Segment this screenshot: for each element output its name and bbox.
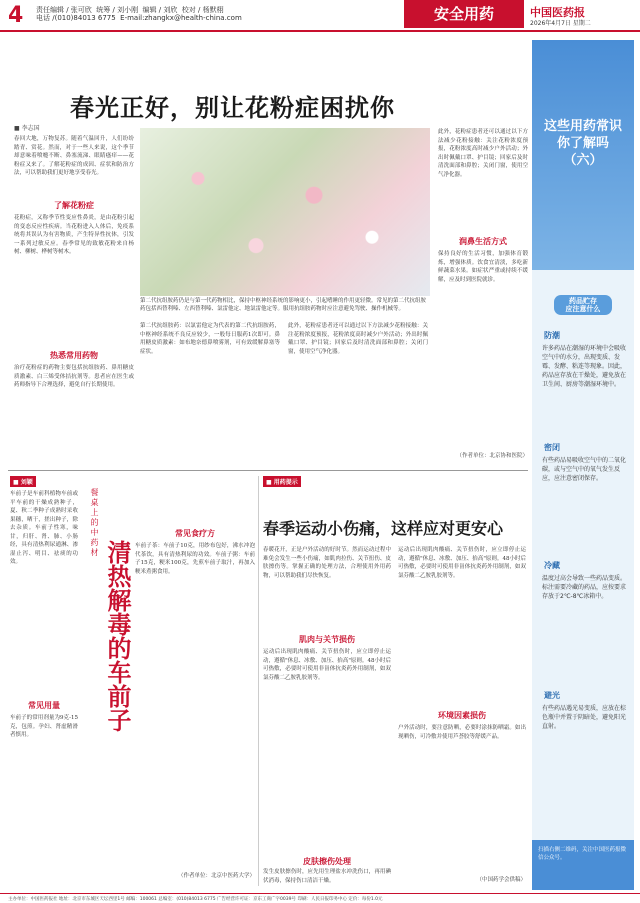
right-sub1: 肌肉与关节损伤 xyxy=(299,634,355,644)
subhead-drugs: 热悉常用药物 xyxy=(50,350,98,360)
column-rule xyxy=(258,476,259,886)
photo-caption: 第二代抗组胺药仍是与第一代药物相比，保持中枢神经系统的影响更小，引起嗜睡的作用更轻微。常见的第二代抗组胺药包括西替利嗪、左西替利嗪、氯雷他定、地氯雷他定等。服用抗组胺药物时应注意避免驾驶、操作机械等。 xyxy=(140,298,427,312)
sidebar-item-title: 避光 xyxy=(544,691,560,700)
right-bottom-col2: 运动后出现肌肉酸痛、关节扭伤时，应立即停止运动，遵循"休息、冰敷、加压、抬高"原则。48小时后可热敷，必要时可使用非甾体抗炎药外用制剂，如双氯芬酸二乙胺乳胶剂等。 xyxy=(398,547,526,579)
main-intro: 春回大地，万物复苏。随着气温回升，人们纷纷踏青、赏花。然而，对于一些人来说，这个季节却意味着喷嚏不断、鼻塞流涕、眼睛瘙痒——花粉症又来了。了解花粉症的成因、症状和防治方法，可以帮助我们更好地享受春光。 xyxy=(14,136,134,176)
right-bottom-tag: ■ 用药提示 xyxy=(263,476,301,487)
right-sub2: 皮肤擦伤处理 xyxy=(303,856,351,866)
subhead-understand-text: 花粉症，又称季节性变应性鼻炎，是由花粉引起的变态反应性疾病。当花粉进入人体后，免疫系统将其误认为有害物质，产生特异性抗体，引发一系列过敏反应。春季常见的致敏花粉来自杨树、柳树、桦树等树木。 xyxy=(14,215,134,255)
section-divider xyxy=(8,470,528,471)
brand-name: 中国医药报 xyxy=(530,6,585,19)
sidebar-title: 这些用药常识 你了解吗 （六） xyxy=(543,119,622,168)
sidebar-item-text: 温度过高会导致一些药品变质。标注需要冷藏的药品，应按要求存放于2℃-8℃冰箱中。 xyxy=(542,575,627,600)
editor-credits: 责任编辑 / 张可欣 统筹 / 刘小刚 编辑 / 刘欣 校对 / 杨默栩 电话 /(010)84013 6775 E-mail:zhangkx@health-china.com xyxy=(36,6,242,22)
subhead-drugs-text: 治疗花粉症的药物主要包括抗组胺药、鼻用糖皮质激素、白三烯受体拮抗剂等。患者应在医生或药师指导下合理选择，避免自行长期使用。 xyxy=(14,365,134,388)
page-footer: 主办单位：中国医药报社 地址：北京市东城区天坛西里1号 邮编：100061 总编室：(010)84013 6775 广告经营许可证：京东工商广字0039号 印刷：人民日报印务中心 定价：每份1.0元 xyxy=(0,893,640,903)
section-title: 安全用药 xyxy=(404,0,524,28)
left-bottom-note-head: 常见用量 xyxy=(28,700,60,710)
left-bottom-subhead: 常见食疗方 xyxy=(175,528,215,538)
sidebar-item-text: 有些药品易吸收空气中的二氧化碳，或与空气中的氧气发生反应，应注意密闭保存。 xyxy=(542,457,627,482)
main-byline: （作者单位：北京协和医院） xyxy=(456,453,528,459)
right-sub1-text: 运动后出现肌肉酸痛、关节扭伤时，应立即停止运动，遵循"休息、冰敷、加压、抬高"原则。48小时后可热敷，必要时可使用非甾体抗炎药外用制剂，如双氯芬酸二乙胺乳胶剂等。 xyxy=(263,649,391,681)
subhead-lifestyle: 润鼻生活方式 xyxy=(459,236,507,246)
page-number: 4 xyxy=(8,3,24,28)
right-sub3: 环境因素损伤 xyxy=(438,710,486,720)
article-photo xyxy=(140,128,430,296)
sidebar xyxy=(532,40,634,890)
left-bottom-byline: （作者单位：北京中医药大学） xyxy=(177,873,255,879)
flower-image xyxy=(140,128,430,296)
sidebar-item-title: 密闭 xyxy=(544,443,560,452)
sidebar-item-text: 有些药品遇光易变质，应放在棕色瓶中并置于阴暗处，避免阳光直射。 xyxy=(542,705,627,730)
subhead-lifestyle-text: 保持良好的生活习惯，加强体育锻炼，增强体质。饮食宜清淡，多吃新鲜蔬菜水果。如症状严重或持续不缓解，应及时到医院就诊。 xyxy=(438,251,528,283)
right-sub2-text: 发生皮肤擦伤时，应先用生理盐水冲洗伤口，再用碘伏消毒，保持伤口清洁干燥。 xyxy=(263,869,391,884)
main-col-far: 此外，花粉症患者还可以通过以下方法减少花粉接触：关注花粉浓度预报，花粉浓度高时减少户外活动；外出时佩戴口罩、护目镜；回家后及时清洗面部和鼻腔；关闭门窗，使用空气净化器。 xyxy=(438,129,528,178)
right-sub3-text: 户外活动时，要注意防晒，必要时涂抹防晒霜。如出现晒伤，可冷敷并使用芦荟胶等舒缓产品。 xyxy=(398,725,526,740)
sidebar-footer: 扫描右侧二维码，关注中国医药报微信公众号。 xyxy=(532,840,634,890)
left-bottom-tag: ■ 刘颖 xyxy=(10,476,36,487)
sidebar-pill: 药品贮存 应注意什么 xyxy=(554,295,612,315)
main-col-middle: 第二代抗组胺药：以氯雷他定为代表的第二代抗组胺药，中枢神经系统不良反应较少，一般每日服药1次即可。鼻用糖皮质激素：如布地奈德鼻喷雾剂，可有效缓解鼻塞等症状。 xyxy=(140,323,280,355)
right-bottom-byline: （中国药学会供稿） xyxy=(476,877,526,883)
header-divider xyxy=(0,30,640,32)
vertical-subtitle: 餐桌上的中药材 xyxy=(90,488,99,558)
sidebar-item-text: 许多药品在潮湿的环境中会吸收空气中的水分，出现变质、发霉、发酵、粘连等现象。因此，药品应存放在干燥处，避免放在卫生间、厨房等潮湿环境中。 xyxy=(542,345,627,388)
page-header xyxy=(0,0,640,28)
vertical-title: 清热解毒的车前子 xyxy=(103,540,132,732)
main-headline: 春光正好，别让花粉症困扰你 xyxy=(70,93,395,122)
main-col-right: 此外，花粉症患者还可以通过以下方法减少花粉接触：关注花粉浓度预报，花粉浓度高时减少户外活动；外出时佩戴口罩、护目镜；回家后及时清洗面部和鼻腔；关闭门窗，使用空气净化器。 xyxy=(288,323,428,355)
sidebar-item-title: 冷藏 xyxy=(544,561,560,570)
subhead-understand: 了解花粉症 xyxy=(54,200,94,210)
sidebar-item-title: 防潮 xyxy=(544,331,560,340)
right-bottom-headline: 春季运动小伤痛，这样应对更安心 xyxy=(263,519,504,538)
left-bottom-recipe: 车前子茶：车前子10克，用纱布包好，沸水冲泡代茶饮，具有清热利尿的功效。车前子粥：车前子15克，粳米100克，先煎车前子取汁，再加入粳米煮粥食用。 xyxy=(135,543,255,575)
left-bottom-note: 车前子的常用剂量为9克-15克，包煎。孕妇、肾虚精滑者慎用。 xyxy=(10,715,78,738)
right-bottom-intro: 春暖花开，正是户外活动的好时节。然而运动过程中难免会发生一些小伤痛，如肌肉拉伤、关节扭伤、皮肤擦伤等。掌握正确的处理方法，合理使用外用药物，可以帮助我们尽快恢复。 xyxy=(263,547,391,579)
main-author: ■ 李志国 xyxy=(14,125,40,132)
publication-date: 2026年4月7日 星期二 xyxy=(530,20,591,27)
left-bottom-text: 车前子是车前科植物车前或平车前的干燥成熟种子，夏、秋二季种子成熟时采收果穗，晒干，搓出种子，除去杂质。车前子性寒，味甘，归肝、肾、肺、小肠经，具有清热利尿通淋、渗湿止泻、明目、祛痰的功效。 xyxy=(10,491,78,565)
